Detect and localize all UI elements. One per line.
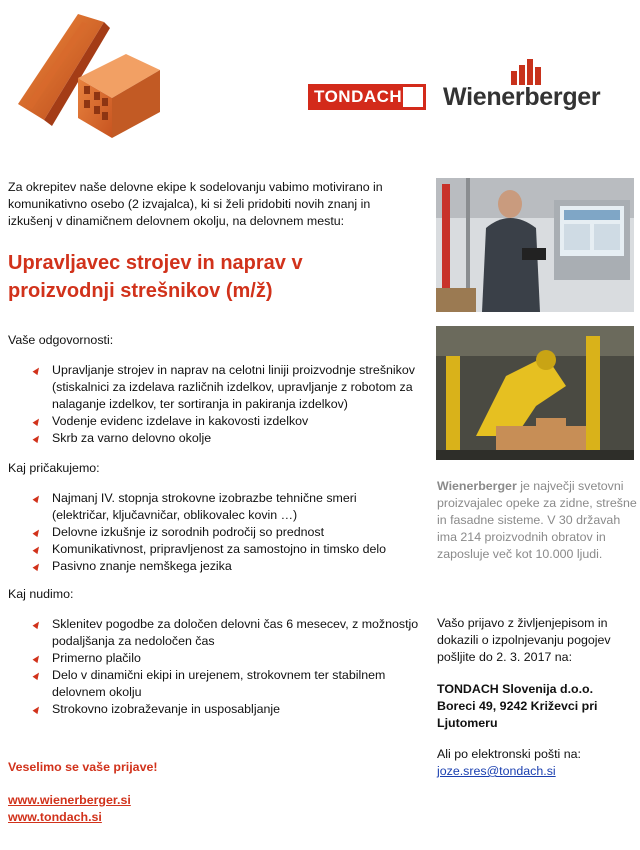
email-intro: Ali po elektronski pošti na:	[437, 747, 581, 761]
list-item: Primerno plačilo	[30, 650, 430, 667]
tondach-logo: TONDACH	[308, 84, 426, 110]
roof-tile-and-brick-image	[14, 8, 164, 140]
company-description: Wienerberger je največji svetovni proizvajalec opeke za zidne, strešne in fasadne sisteme. V 30 državah ima 214 proizvodnih obratov in zaposluje več kot 10.000 ljudi.	[437, 479, 637, 561]
tondach-link[interactable]: www.tondach.si	[8, 810, 102, 824]
list-item: Komunikativnost, pripravljenost za samostojno in timsko delo	[30, 541, 390, 558]
responsibilities-heading: Vaše odgovornosti:	[8, 333, 114, 347]
operator-control-panel-photo	[436, 178, 634, 312]
robot-production-line-photo	[436, 326, 634, 460]
list-item: Delovne izkušnje iz sorodnih področij so prednost	[30, 524, 390, 541]
greeting-text: Veselimo se vaše prijave!	[8, 760, 158, 774]
list-item: Sklenitev pogodbe za določen delovni čas 6 mesecev, z možnostjo podaljšanja za nedoločen čas	[30, 616, 430, 650]
offer-heading: Kaj nudimo:	[8, 587, 74, 601]
wienerberger-logo-icon	[507, 57, 547, 85]
list-item: Vodenje evidenc izdelave in kakovosti izdelkov	[30, 413, 430, 430]
list-item: Skrb za varno delovno okolje	[30, 430, 430, 447]
expectations-heading: Kaj pričakujemo:	[8, 461, 100, 475]
company-address: TONDACH Slovenija d.o.o. Boreci 49, 9242 Križevci pri Ljutomeru	[437, 682, 598, 730]
wienerberger-logo: Wienerberger	[443, 83, 601, 111]
list-item: Delo v dinamični ekipi in urejenem, strokovnem ter stabilnem delovnem okolju	[30, 667, 392, 701]
application-instructions: Vašo prijavo z življenjepisom in dokazili o izpolnjevanju pogojev pošljite do 2. 3. 2017 na:	[437, 616, 611, 664]
list-item: Strokovno izobraževanje in usposabljanje	[30, 701, 430, 718]
intro-text: Za okrepitev naše delovne ekipe k sodelovanju vabimo motivirano in komunikativno osebo (2 izvajalca), ki si želi pridobiti novih znanj in izkušenj v dinamičnem delovnem okolju, na delovnem mestu:	[8, 180, 383, 228]
job-title: Upravljavec strojev in naprav v proizvodnji strešnikov (m/ž)	[8, 252, 303, 302]
list-item: Pasivno znanje nemškega jezika	[30, 558, 390, 575]
list-item: Upravljanje strojev in naprav na celotni liniji proizvodnje strešnikov (stiskalnici za izdelava različnih izdelkov, upravljanje z robotom za nalaganje izdelkov, ter sortiranja in pakiranja izdelkov)	[30, 362, 430, 413]
email-link[interactable]: joze.sres@tondach.si	[437, 764, 556, 778]
wienerberger-link[interactable]: www.wienerberger.si	[8, 793, 131, 807]
expectations-list	[30, 490, 390, 575]
list-item: Najmanj IV. stopnja strokovne izobrazbe tehnične smeri (električar, ključavničar, oblikovalec kovin …)	[30, 490, 390, 524]
offer-list	[30, 616, 430, 718]
responsibilities-list	[30, 362, 430, 447]
